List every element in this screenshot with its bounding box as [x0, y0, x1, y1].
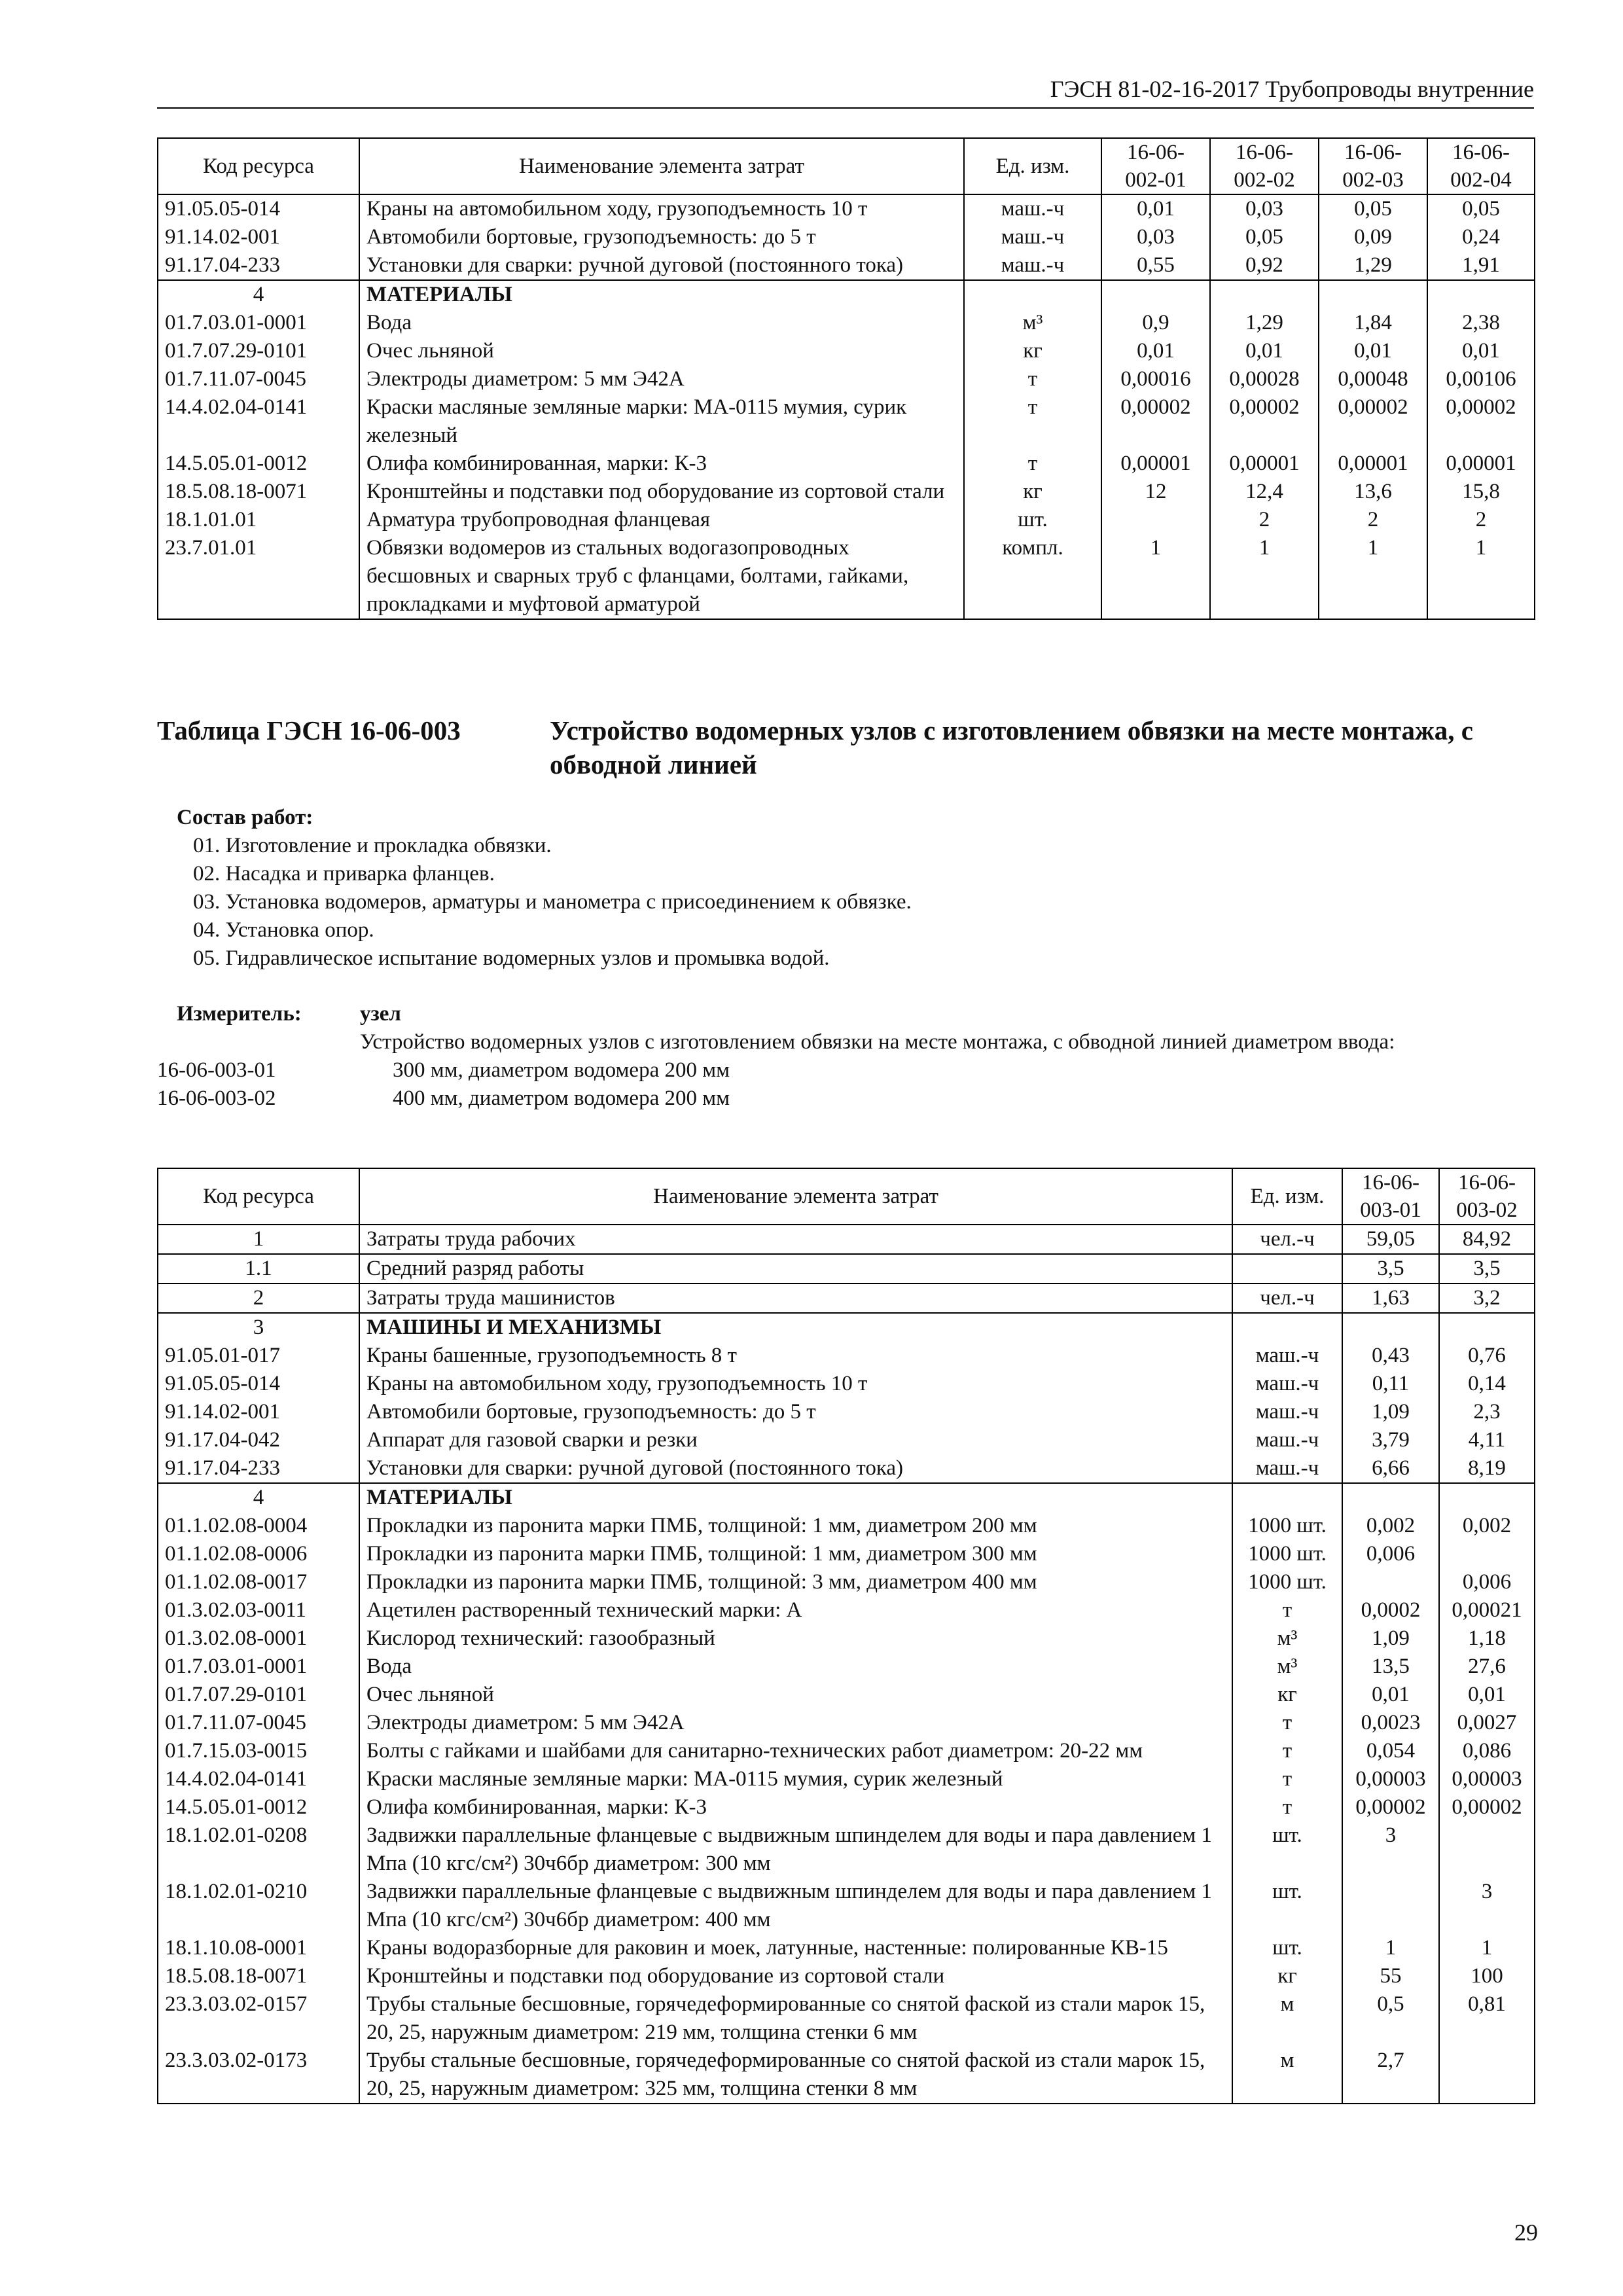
- table-row: [158, 280, 1535, 309]
- resource-value: 2: [1210, 506, 1319, 534]
- resource-unit: маш.-ч: [964, 223, 1101, 251]
- resource-code: 01.7.03.01-0001: [158, 1653, 359, 1681]
- resource-name: Автомобили бортовые, грузоподъемность: до 5 т: [359, 223, 964, 251]
- table-row: [158, 194, 1535, 223]
- resource-value: 3,5: [1439, 1254, 1535, 1283]
- resource-value: 0,14: [1439, 1370, 1535, 1398]
- resource-name: Краны водоразборные для раковин и моек, латунные, настенные: полированные КВ-15: [359, 1934, 1232, 1962]
- resource-unit: м: [1232, 2047, 1342, 2104]
- resource-unit: компл.: [964, 534, 1101, 619]
- resource-code: 91.05.05-014: [158, 1370, 359, 1398]
- resource-code: 91.17.04-042: [158, 1426, 359, 1454]
- resource-name: Краски масляные земляные марки: МА-0115 мумия, сурик железный: [359, 393, 964, 450]
- page-number: 29: [1514, 2219, 1538, 2246]
- work-item: 02. Насадка и приварка фланцев.: [193, 862, 495, 886]
- resource-unit: [964, 280, 1101, 309]
- header-name: Наименование элемента затрат: [359, 1168, 1232, 1225]
- resource-value: [1439, 1483, 1535, 1512]
- resource-value: 0,0023: [1342, 1709, 1439, 1737]
- resource-value: 2: [1319, 506, 1427, 534]
- resource-name: Электроды диаметром: 5 мм Э42А: [359, 365, 964, 393]
- resource-unit: [1232, 1254, 1342, 1283]
- header-col: 16-06- 002-02: [1210, 138, 1319, 194]
- table-row: [158, 1765, 1535, 1793]
- header-code: Код ресурса: [158, 138, 359, 194]
- resource-value: 0,0027: [1439, 1709, 1535, 1737]
- table-row: [158, 1398, 1535, 1426]
- resource-name: Прокладки из паронита марки ПМБ, толщиной: 1 мм, диаметром 300 мм: [359, 1540, 1232, 1568]
- resource-unit: м: [1232, 1990, 1342, 2047]
- resource-name: МАШИНЫ И МЕХАНИЗМЫ: [359, 1313, 1232, 1342]
- resource-code: 01.3.02.03-0011: [158, 1596, 359, 1624]
- work-item: 04. Установка опор.: [193, 918, 374, 942]
- resource-unit: маш.-ч: [964, 251, 1101, 280]
- resource-value: [1427, 280, 1535, 309]
- resource-value: 0,01: [1439, 1681, 1535, 1709]
- resource-code: 91.17.04-233: [158, 1454, 359, 1483]
- resource-code: 91.17.04-233: [158, 251, 359, 280]
- variant-code: 16-06-003-01: [157, 1058, 276, 1082]
- resource-value: 2,7: [1342, 2047, 1439, 2104]
- resource-code: 01.7.03.01-0001: [158, 309, 359, 337]
- resource-value: 27,6: [1439, 1653, 1535, 1681]
- header-col: 16-06- 002-03: [1319, 138, 1427, 194]
- resource-value: 0,00003: [1439, 1765, 1535, 1793]
- table-row: [158, 365, 1535, 393]
- work-item: 01. Изготовление и прокладка обвязки.: [193, 834, 552, 857]
- resource-value: 0,0002: [1342, 1596, 1439, 1624]
- resource-value: 0,81: [1439, 1990, 1535, 2047]
- table-row: [158, 1454, 1535, 1483]
- table-row: [158, 1540, 1535, 1568]
- resource-value: 0,006: [1342, 1540, 1439, 1568]
- resource-value: [1439, 1821, 1535, 1878]
- resource-name: Прокладки из паронита марки ПМБ, толщиной: 3 мм, диаметром 400 мм: [359, 1568, 1232, 1596]
- resource-value: 0,09: [1319, 223, 1427, 251]
- resource-name: Очес льняной: [359, 1681, 1232, 1709]
- resource-code: 2: [158, 1283, 359, 1313]
- table-row: [158, 1342, 1535, 1370]
- resource-value: 0,00001: [1319, 450, 1427, 478]
- resource-code: 01.1.02.08-0017: [158, 1568, 359, 1596]
- resource-unit: шт.: [1232, 1878, 1342, 1934]
- resource-value: 0,00002: [1319, 393, 1427, 450]
- resource-unit: шт.: [964, 506, 1101, 534]
- resource-value: 3: [1439, 1878, 1535, 1934]
- resource-name: Прокладки из паронита марки ПМБ, толщиной: 1 мм, диаметром 200 мм: [359, 1512, 1232, 1540]
- header-name: Наименование элемента затрат: [359, 138, 964, 194]
- resource-unit: [1232, 1313, 1342, 1342]
- resource-value: 0,01: [1101, 194, 1210, 223]
- variant-text: 400 мм, диаметром водомера 200 мм: [393, 1086, 730, 1110]
- resource-name: Обвязки водомеров из стальных водогазопроводных бесшовных и сварных труб с фланцами, болтами, гайками, прокладками и муфтовой арматурой: [359, 534, 964, 619]
- resource-code: 01.7.07.29-0101: [158, 337, 359, 365]
- resource-unit: м³: [1232, 1624, 1342, 1653]
- resource-unit: маш.-ч: [1232, 1454, 1342, 1483]
- resource-name: Кронштейны и подставки под оборудование из сортовой стали: [359, 1962, 1232, 1990]
- resource-value: 0,01: [1210, 337, 1319, 365]
- resource-value: [1342, 1313, 1439, 1342]
- resource-name: Трубы стальные бесшовные, горячедеформированные со снятой фаской из стали марок 15, 20, 25, наружным диаметром: 219 мм, толщина стенки 6 мм: [359, 1990, 1232, 2047]
- resource-unit: чел.-ч: [1232, 1225, 1342, 1254]
- table-row: [158, 1370, 1535, 1398]
- resource-value: [1439, 1313, 1535, 1342]
- table-row: [158, 1793, 1535, 1821]
- resource-name: Затраты труда рабочих: [359, 1225, 1232, 1254]
- resource-value: 0,00021: [1439, 1596, 1535, 1624]
- resource-value: [1439, 1540, 1535, 1568]
- resource-unit: шт.: [1232, 1934, 1342, 1962]
- resource-value: 0,01: [1342, 1681, 1439, 1709]
- table-number: Таблица ГЭСН 16-06-003: [157, 715, 461, 745]
- resource-unit: маш.-ч: [1232, 1342, 1342, 1370]
- table-row: [158, 393, 1535, 450]
- header-code: Код ресурса: [158, 1168, 359, 1225]
- resource-value: 1,29: [1210, 309, 1319, 337]
- resource-value: 0,01: [1101, 337, 1210, 365]
- header-col: 16-06- 003-01: [1342, 1168, 1439, 1225]
- table-row: [158, 1878, 1535, 1934]
- resource-name: Краски масляные земляные марки: МА-0115 мумия, сурик железный: [359, 1765, 1232, 1793]
- table-row: [158, 337, 1535, 365]
- table-row: [158, 1821, 1535, 1878]
- header-unit: Ед. изм.: [964, 138, 1101, 194]
- resource-unit: чел.-ч: [1232, 1283, 1342, 1313]
- resource-code: 91.05.01-017: [158, 1342, 359, 1370]
- resource-value: 1,29: [1319, 251, 1427, 280]
- resource-value: 0,00002: [1210, 393, 1319, 450]
- resource-code: 01.7.07.29-0101: [158, 1681, 359, 1709]
- resource-value: 1: [1439, 1934, 1535, 1962]
- table-row: [158, 1624, 1535, 1653]
- resource-value: 0,05: [1210, 223, 1319, 251]
- resource-code: 01.1.02.08-0006: [158, 1540, 359, 1568]
- resource-code: 1: [158, 1225, 359, 1254]
- resource-code: 01.3.02.08-0001: [158, 1624, 359, 1653]
- resource-value: 1,09: [1342, 1398, 1439, 1426]
- resource-name: Краны на автомобильном ходу, грузоподъемность 10 т: [359, 194, 964, 223]
- table-row: [158, 1283, 1535, 1313]
- resource-name: МАТЕРИАЛЫ: [359, 1483, 1232, 1512]
- resource-name: Установки для сварки: ручной дуговой (постоянного тока): [359, 1454, 1232, 1483]
- resource-code: 14.5.05.01-0012: [158, 450, 359, 478]
- resource-value: 1,91: [1427, 251, 1535, 280]
- resource-name: Олифа комбинированная, марки: К-3: [359, 450, 964, 478]
- resource-code: 4: [158, 1483, 359, 1512]
- resource-value: 0,00002: [1439, 1793, 1535, 1821]
- table-title: Устройство водомерных узлов с изготовлением обвязки на месте монтажа, с обводной линией: [550, 715, 1473, 780]
- resource-value: 0,086: [1439, 1737, 1535, 1765]
- resource-name: Задвижки параллельные фланцевые с выдвижным шпинделем для воды и пара давлением 1 Мпа (10 кгс/см²) 30ч6бр диаметром: 300 мм: [359, 1821, 1232, 1878]
- resource-unit: т: [1232, 1596, 1342, 1624]
- resource-value: 12,4: [1210, 478, 1319, 506]
- table-row: [158, 1254, 1535, 1283]
- table-row: [158, 1934, 1535, 1962]
- resource-unit: 1000 шт.: [1232, 1568, 1342, 1596]
- resource-value: 0,76: [1439, 1342, 1535, 1370]
- header-unit: Ед. изм.: [1232, 1168, 1342, 1225]
- resource-name: Трубы стальные бесшовные, горячедеформированные со снятой фаской из стали марок 15, 20, 25, наружным диаметром: 325 мм, толщина стенки 8 мм: [359, 2047, 1232, 2104]
- resource-value: 1: [1319, 534, 1427, 619]
- resource-value: 0,01: [1319, 337, 1427, 365]
- resource-name: Олифа комбинированная, марки: К-3: [359, 1793, 1232, 1821]
- work-composition: [157, 804, 1534, 973]
- header-col: 16-06- 002-01: [1101, 138, 1210, 194]
- resource-value: 0,00001: [1101, 450, 1210, 478]
- resource-name: Краны башенные, грузоподъемность 8 т: [359, 1342, 1232, 1370]
- resource-name: Ацетилен растворенный технический марки: А: [359, 1596, 1232, 1624]
- resource-value: 0,05: [1427, 194, 1535, 223]
- table-row: [158, 1990, 1535, 2047]
- resource-value: 1,63: [1342, 1283, 1439, 1313]
- resource-unit: кг: [964, 478, 1101, 506]
- resource-value: 15,8: [1427, 478, 1535, 506]
- resource-code: 23.7.01.01: [158, 534, 359, 619]
- resource-value: 1,84: [1319, 309, 1427, 337]
- resource-value: 0,002: [1439, 1512, 1535, 1540]
- resource-code: 18.5.08.18-0071: [158, 1962, 359, 1990]
- resource-value: 3,5: [1342, 1254, 1439, 1283]
- resource-value: 0,92: [1210, 251, 1319, 280]
- meter-description: Устройство водомерных узлов с изготовлением обвязки на месте монтажа, с обводной линией диаметром ввода:: [360, 1030, 1395, 1054]
- resource-name: Болты с гайками и шайбами для санитарно-технических работ диаметром: 20-22 мм: [359, 1737, 1232, 1765]
- resource-code: 01.7.15.03-0015: [158, 1737, 359, 1765]
- resource-value: 0,006: [1439, 1568, 1535, 1596]
- table-row: [158, 1681, 1535, 1709]
- table-row: [158, 223, 1535, 251]
- work-item: 05. Гидравлическое испытание водомерных узлов и промывка водой.: [193, 946, 830, 970]
- meter-block: [157, 1000, 1534, 1113]
- resource-value: 3,2: [1439, 1283, 1535, 1313]
- table-row: [158, 1737, 1535, 1765]
- resource-value: 0,00003: [1342, 1765, 1439, 1793]
- resource-value: 2,3: [1439, 1398, 1535, 1426]
- table-row: [158, 450, 1535, 478]
- resource-name: Аппарат для газовой сварки и резки: [359, 1426, 1232, 1454]
- resource-name: Арматура трубопроводная фланцевая: [359, 506, 964, 534]
- resource-name: Краны на автомобильном ходу, грузоподъемность 10 т: [359, 1370, 1232, 1398]
- resource-value: [1210, 280, 1319, 309]
- resource-unit: маш.-ч: [1232, 1370, 1342, 1398]
- resource-code: 18.1.02.01-0208: [158, 1821, 359, 1878]
- resource-code: 14.4.02.04-0141: [158, 393, 359, 450]
- resource-table-002: [157, 137, 1535, 620]
- table-row: [158, 2047, 1535, 2104]
- resource-unit: м³: [1232, 1653, 1342, 1681]
- table-row: [158, 309, 1535, 337]
- resource-value: 3,79: [1342, 1426, 1439, 1454]
- resource-code: 23.3.03.02-0173: [158, 2047, 359, 2104]
- resource-unit: маш.-ч: [1232, 1398, 1342, 1426]
- table-row: [158, 1568, 1535, 1596]
- resource-value: 4,11: [1439, 1426, 1535, 1454]
- resource-code: 18.5.08.18-0071: [158, 478, 359, 506]
- resource-code: 91.14.02-001: [158, 1398, 359, 1426]
- resource-name: Задвижки параллельные фланцевые с выдвижным шпинделем для воды и пара давлением 1 Мпа (10 кгс/см²) 30ч6бр диаметром: 400 мм: [359, 1878, 1232, 1934]
- resource-value: 0,00016: [1101, 365, 1210, 393]
- header-col: 16-06- 003-02: [1439, 1168, 1535, 1225]
- resource-code: 18.1.10.08-0001: [158, 1934, 359, 1962]
- table-body: [158, 194, 1535, 619]
- resource-code: 01.7.11.07-0045: [158, 365, 359, 393]
- resource-value: 0,9: [1101, 309, 1210, 337]
- resource-value: 2,38: [1427, 309, 1535, 337]
- resource-code: 01.7.11.07-0045: [158, 1709, 359, 1737]
- table-row: [158, 1709, 1535, 1737]
- table-row: [158, 1313, 1535, 1342]
- table-header-row: [158, 138, 1535, 194]
- table-row: [158, 1653, 1535, 1681]
- resource-value: [1439, 2047, 1535, 2104]
- resource-unit: кг: [964, 337, 1101, 365]
- resource-value: 0,03: [1101, 223, 1210, 251]
- variant-code: 16-06-003-02: [157, 1086, 276, 1110]
- resource-name: Кислород технический: газообразный: [359, 1624, 1232, 1653]
- resource-table-003: [157, 1168, 1535, 2104]
- resource-name: МАТЕРИАЛЫ: [359, 280, 964, 309]
- resource-value: 0,55: [1101, 251, 1210, 280]
- resource-name: Автомобили бортовые, грузоподъемность: до 5 т: [359, 1398, 1232, 1426]
- table-row: [158, 1225, 1535, 1254]
- resource-unit: 1000 шт.: [1232, 1540, 1342, 1568]
- resource-code: 18.1.02.01-0210: [158, 1878, 359, 1934]
- resource-value: 0,43: [1342, 1342, 1439, 1370]
- resource-value: 59,05: [1342, 1225, 1439, 1254]
- resource-unit: т: [1232, 1765, 1342, 1793]
- table-row: [158, 506, 1535, 534]
- resource-code: 3: [158, 1313, 359, 1342]
- resource-value: 1,18: [1439, 1624, 1535, 1653]
- resource-code: 4: [158, 280, 359, 309]
- resource-name: Средний разряд работы: [359, 1254, 1232, 1283]
- resource-value: 6,66: [1342, 1454, 1439, 1483]
- resource-unit: маш.-ч: [1232, 1426, 1342, 1454]
- resource-unit: шт.: [1232, 1821, 1342, 1878]
- resource-value: 0,054: [1342, 1737, 1439, 1765]
- resource-unit: [1232, 1483, 1342, 1512]
- table-row: [158, 251, 1535, 280]
- resource-value: 0,11: [1342, 1370, 1439, 1398]
- resource-value: 0,00001: [1427, 450, 1535, 478]
- resource-value: 1: [1210, 534, 1319, 619]
- resource-value: 84,92: [1439, 1225, 1535, 1254]
- resource-value: [1101, 280, 1210, 309]
- resource-value: [1342, 1878, 1439, 1934]
- resource-unit: кг: [1232, 1681, 1342, 1709]
- resource-value: 0,00002: [1427, 393, 1535, 450]
- resource-unit: кг: [1232, 1962, 1342, 1990]
- variant-text: 300 мм, диаметром водомера 200 мм: [393, 1058, 730, 1082]
- resource-value: 100: [1439, 1962, 1535, 1990]
- resource-code: 91.14.02-001: [158, 223, 359, 251]
- work-composition-label: Состав работ:: [177, 806, 313, 829]
- resource-value: 0,00106: [1427, 365, 1535, 393]
- resource-value: 0,00001: [1210, 450, 1319, 478]
- resource-value: 13,5: [1342, 1653, 1439, 1681]
- resource-value: [1101, 506, 1210, 534]
- resource-value: 0,00002: [1342, 1793, 1439, 1821]
- resource-name: Кронштейны и подставки под оборудование из сортовой стали: [359, 478, 964, 506]
- resource-name: Установки для сварки: ручной дуговой (постоянного тока): [359, 251, 964, 280]
- resource-value: 1,09: [1342, 1624, 1439, 1653]
- resource-unit: т: [964, 393, 1101, 450]
- resource-code: 01.1.02.08-0004: [158, 1512, 359, 1540]
- resource-code: 14.4.02.04-0141: [158, 1765, 359, 1793]
- resource-value: 0,00002: [1101, 393, 1210, 450]
- resource-value: 8,19: [1439, 1454, 1535, 1483]
- table-header-row: [158, 1168, 1535, 1225]
- resource-value: 1: [1342, 1934, 1439, 1962]
- table-row: [158, 1962, 1535, 1990]
- resource-unit: т: [964, 450, 1101, 478]
- resource-value: [1342, 1483, 1439, 1512]
- resource-code: 18.1.01.01: [158, 506, 359, 534]
- resource-name: Вода: [359, 309, 964, 337]
- table-row: [158, 1596, 1535, 1624]
- resource-value: 0,01: [1427, 337, 1535, 365]
- resource-value: 3: [1342, 1821, 1439, 1878]
- resource-unit: т: [964, 365, 1101, 393]
- page-header: ГЭСН 81-02-16-2017 Трубопроводы внутренние: [157, 73, 1534, 109]
- work-item: 03. Установка водомеров, арматуры и манометра с присоединением к обвязке.: [193, 890, 912, 914]
- resource-name: Затраты труда машинистов: [359, 1283, 1232, 1313]
- meter-value: узел: [360, 1002, 401, 1026]
- resource-value: 1: [1101, 534, 1210, 619]
- resource-value: 13,6: [1319, 478, 1427, 506]
- table-row: [158, 1512, 1535, 1540]
- resource-code: 14.5.05.01-0012: [158, 1793, 359, 1821]
- table-row: [158, 1426, 1535, 1454]
- resource-name: Вода: [359, 1653, 1232, 1681]
- resource-unit: т: [1232, 1737, 1342, 1765]
- resource-value: 0,05: [1319, 194, 1427, 223]
- resource-name: Электроды диаметром: 5 мм Э42А: [359, 1709, 1232, 1737]
- resource-name: Очес льняной: [359, 337, 964, 365]
- resource-value: [1342, 1568, 1439, 1596]
- resource-value: [1319, 280, 1427, 309]
- table-row: [158, 1483, 1535, 1512]
- resource-value: 12: [1101, 478, 1210, 506]
- resource-value: 0,00028: [1210, 365, 1319, 393]
- resource-value: 0,002: [1342, 1512, 1439, 1540]
- resource-value: 0,00048: [1319, 365, 1427, 393]
- table-body: [158, 1225, 1535, 2104]
- resource-code: 1.1: [158, 1254, 359, 1283]
- resource-unit: маш.-ч: [964, 194, 1101, 223]
- resource-unit: т: [1232, 1793, 1342, 1821]
- resource-unit: 1000 шт.: [1232, 1512, 1342, 1540]
- meter-label: Измеритель:: [177, 1002, 302, 1026]
- table-row: [158, 478, 1535, 506]
- resource-unit: м³: [964, 309, 1101, 337]
- resource-code: 91.05.05-014: [158, 194, 359, 223]
- resource-unit: т: [1232, 1709, 1342, 1737]
- resource-value: 0,03: [1210, 194, 1319, 223]
- resource-code: 23.3.03.02-0157: [158, 1990, 359, 2047]
- resource-value: 1: [1427, 534, 1535, 619]
- resource-value: 0,24: [1427, 223, 1535, 251]
- header-col: 16-06- 002-04: [1427, 138, 1535, 194]
- resource-value: 2: [1427, 506, 1535, 534]
- resource-value: 55: [1342, 1962, 1439, 1990]
- table-row: [158, 534, 1535, 619]
- resource-value: 0,5: [1342, 1990, 1439, 2047]
